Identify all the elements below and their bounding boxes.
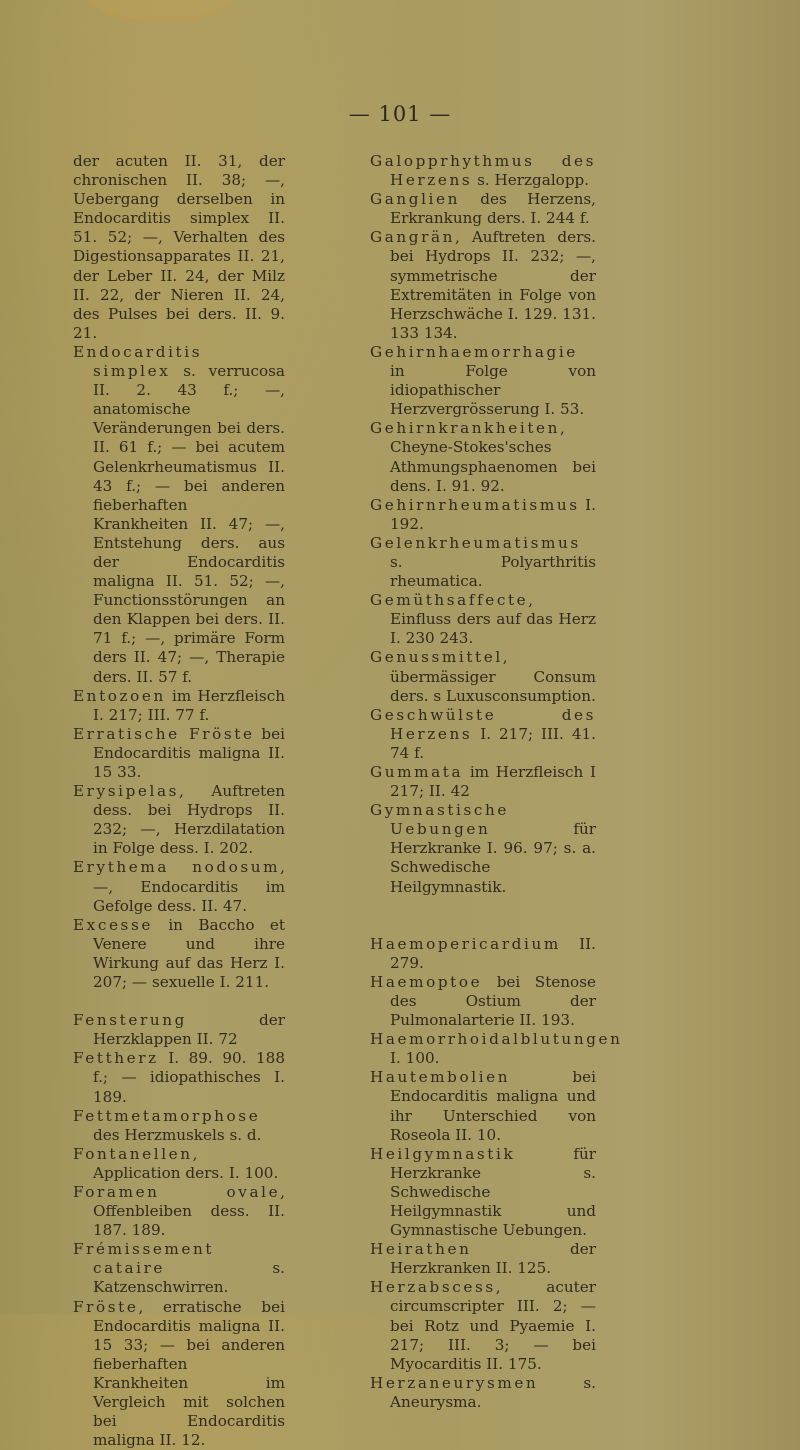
index-entry [73, 1183, 285, 1240]
index-entry [370, 801, 596, 896]
entry-references: , übermässiger Consum ders. s Luxusconsumption. [390, 648, 596, 705]
index-entry [370, 706, 596, 763]
entry-references: s. Herzgalopp. [472, 171, 590, 190]
entry-headword: Erratische Fröste [73, 724, 255, 743]
entry-references: der Herzklappen II. 72 [93, 1011, 285, 1049]
entry-references: bei Stenose des Ostium der Pulmonalarterie II. 193. [390, 972, 596, 1030]
entry-headword: Hautembolien [370, 1068, 511, 1087]
entry-references: s. Aneurysma. [390, 1373, 596, 1411]
index-entry [370, 1240, 596, 1278]
index-entry [370, 534, 596, 591]
entry-references: des Herzmuskels s. d. [93, 1125, 262, 1144]
entry-headword: Gehirnrheumatismus [370, 495, 580, 514]
entry-references: , Cheyne-Stokes'sches Athmungsphaenomen bei dens. I. 91. 92. [390, 419, 596, 495]
entry-headword: Haemoptoe [370, 972, 483, 991]
entry-references: der Herzkranken II. 125. [390, 1240, 596, 1278]
entry-references: im Herzfleisch I 217; II. 42 [390, 763, 596, 801]
entry-references: , Auftreten ders. bei Hydrops II. 232; —, symmetrische der Extremitäten in Folge von Herzschwäche I. 129. 131. 133 134. [390, 228, 596, 342]
entry-references: , Application ders. I. 100. [93, 1144, 279, 1182]
entry-references: bei Endocarditis maligna und ihr Unterschied von Roseola II. 10. [390, 1068, 596, 1144]
entry-headword: Haemorrhoidalblutungen [370, 1030, 623, 1049]
entry-references: I. 217; III. 41. 74 f. [390, 724, 596, 762]
page-number: — 101 — [348, 102, 452, 126]
entry-headword: Gemüthsaffecte [370, 591, 529, 610]
entry-references: , erratische bei Endocarditis maligna II. 15 33; — bei anderen fieberhaften Krankheiten im Vergleich mit solchen bei Endocarditis maligna II. 12. [93, 1297, 285, 1450]
index-entry [370, 648, 596, 705]
entry-references: s. verrucosa II. 2. 43 f.; —, anatomische Veränderungen bei ders. II. 61 f.; — bei acutem Gelenkrheumatismus II. 43 f.; — bei anderen fieberhaften Krankheiten II. 47; —, Entstehung ders. aus der Endocarditis maligna II. 51. 52; —, Functionsstörungen an den Klappen bei ders. II. 71 f.; —, primäre Form ders II. 47; —, Therapie ders. II. 57 f. [93, 362, 285, 686]
entry-headword: Herzabscess [370, 1278, 496, 1297]
index-entry [370, 1374, 596, 1412]
entry-headword: Erythema nodosum [73, 858, 281, 877]
index-entry [370, 419, 596, 495]
index-entry [73, 858, 285, 915]
letter-section-gap [370, 916, 596, 935]
entry-headword: Gehirnkrankheiten [370, 419, 561, 438]
entry-headword: Geschwülste des Herzens [370, 705, 596, 743]
entry-references: für Herzkranke I. 96. 97; s. a. Schwedische Heilgymnastik. [390, 820, 596, 896]
index-entry-continuation: der acuten II. 31, der chronischen II. 38; —, Uebergang derselben in Endocarditis simplex II. 51. 52; —, Verhalten des Digestionsapparates II. 21, der Leber II. 24, der Milz II. 22, der Nieren II. 24, des Pulses bei ders. II. 9. 21. [73, 152, 285, 342]
entry-references: für Herzkranke s. Schwedische Heilgymnastik und Gymnastische Uebungen. [390, 1144, 596, 1240]
index-entry [370, 228, 596, 343]
index-entry [73, 1107, 285, 1145]
entry-references: s. Katzenschwirren. [93, 1259, 285, 1297]
entry-references: s. Polyarthritis rheumatica. [390, 552, 596, 591]
index-entry [73, 687, 285, 725]
entry-headword: Heilgymnastik [370, 1144, 516, 1163]
index-column-right [370, 152, 623, 1412]
entry-references: in Folge von idiopathischer Herzvergrösserung I. 53. [390, 362, 596, 419]
entry-references: im Herzfleisch I. 217; III. 77 f. [93, 686, 285, 724]
entry-headword: Entozoen [73, 686, 166, 705]
index-entry [73, 1145, 285, 1183]
index-entry [73, 725, 285, 782]
paper-stain [70, 0, 250, 18]
entry-headword: Gehirnhaemorrhagie [370, 342, 578, 361]
entry-references: bei Endocarditis maligna II. 15 33. [93, 724, 285, 781]
entry-headword: Foramen ovale [73, 1182, 281, 1201]
entry-headword: Fontanellen [73, 1144, 193, 1163]
entry-references: I. 89. 90. 188 f.; — idiopathisches I. 189. [93, 1049, 285, 1106]
index-entry [73, 1049, 285, 1106]
entry-headword: Haemopericardium [370, 934, 561, 953]
index-entry [370, 763, 596, 801]
entry-references: II. 279. [390, 934, 596, 972]
entry-headword: Gelenkrheumatismus [370, 533, 581, 552]
index-entry [370, 190, 596, 228]
index-entry [370, 591, 596, 648]
entry-headword: Excesse [73, 915, 153, 934]
entry-headword: Gummata [370, 763, 464, 781]
index-entry [370, 1145, 596, 1240]
index-entry [370, 1278, 596, 1373]
entry-headword: Fettherz [73, 1049, 159, 1068]
entry-references: , Auftreten dess. bei Hydrops II. 232; —, Herzdilatation in Folge dess. I. 202. [93, 782, 285, 858]
entry-headword: Fensterung [73, 1011, 187, 1030]
index-entry [73, 1298, 285, 1450]
entry-headword: Gangrän [370, 228, 455, 247]
entry-references: , Offenbleiben dess. II. 187. 189. [93, 1182, 285, 1240]
entry-references: I. 100. [390, 1049, 440, 1068]
index-entry [370, 496, 596, 534]
entry-headword: Herzaneurysmen [370, 1373, 539, 1392]
index-entry [370, 1030, 623, 1068]
index-entry [370, 935, 596, 973]
index-entry [370, 343, 596, 419]
letter-section-gap [370, 897, 596, 916]
index-entry [73, 1011, 285, 1049]
entry-headword: Frémissement cataire [73, 1240, 215, 1278]
letter-section-gap [73, 992, 285, 1011]
entry-headword: Heirathen [370, 1240, 472, 1259]
entry-headword: Fröste [73, 1297, 139, 1316]
entry-headword: Gymnastische Uebungen [370, 801, 509, 839]
entry-headword: Erysipelas [73, 782, 179, 801]
index-entry [73, 782, 285, 858]
index-column-left [73, 152, 285, 1450]
entry-references: in Baccho et Venere und ihre Wirkung auf das Herz I. 207; — sexuelle I. 211. [93, 915, 285, 992]
index-entry [73, 343, 285, 687]
index-entry [370, 973, 596, 1030]
index-entry [370, 1068, 596, 1144]
entry-references: I. 192. [390, 495, 596, 533]
entry-references: des Herzens, Erkrankung ders. I. 244 f. [390, 190, 596, 228]
entry-references: , acuter circumscripter III. 2; — bei Rotz und Pyaemie I. 217; III. 3; — bei Myocarditis II. 175. [390, 1278, 596, 1373]
entry-references: , —, Endocarditis im Gefolge dess. II. 47. [93, 858, 285, 915]
entry-headword: Ganglien [370, 190, 460, 209]
index-entry [370, 152, 596, 190]
entry-headword: Genussmittel [370, 648, 503, 667]
entry-references: , Einfluss ders auf das Herz I. 230 243. [390, 591, 596, 648]
entry-headword: Galopprhythmus des Herzens [370, 152, 596, 190]
index-entry [73, 1240, 285, 1297]
entry-headword: Fettmetamorphose [73, 1106, 261, 1125]
index-entry [73, 916, 285, 992]
entry-headword: Endocarditis simplex [73, 342, 203, 381]
